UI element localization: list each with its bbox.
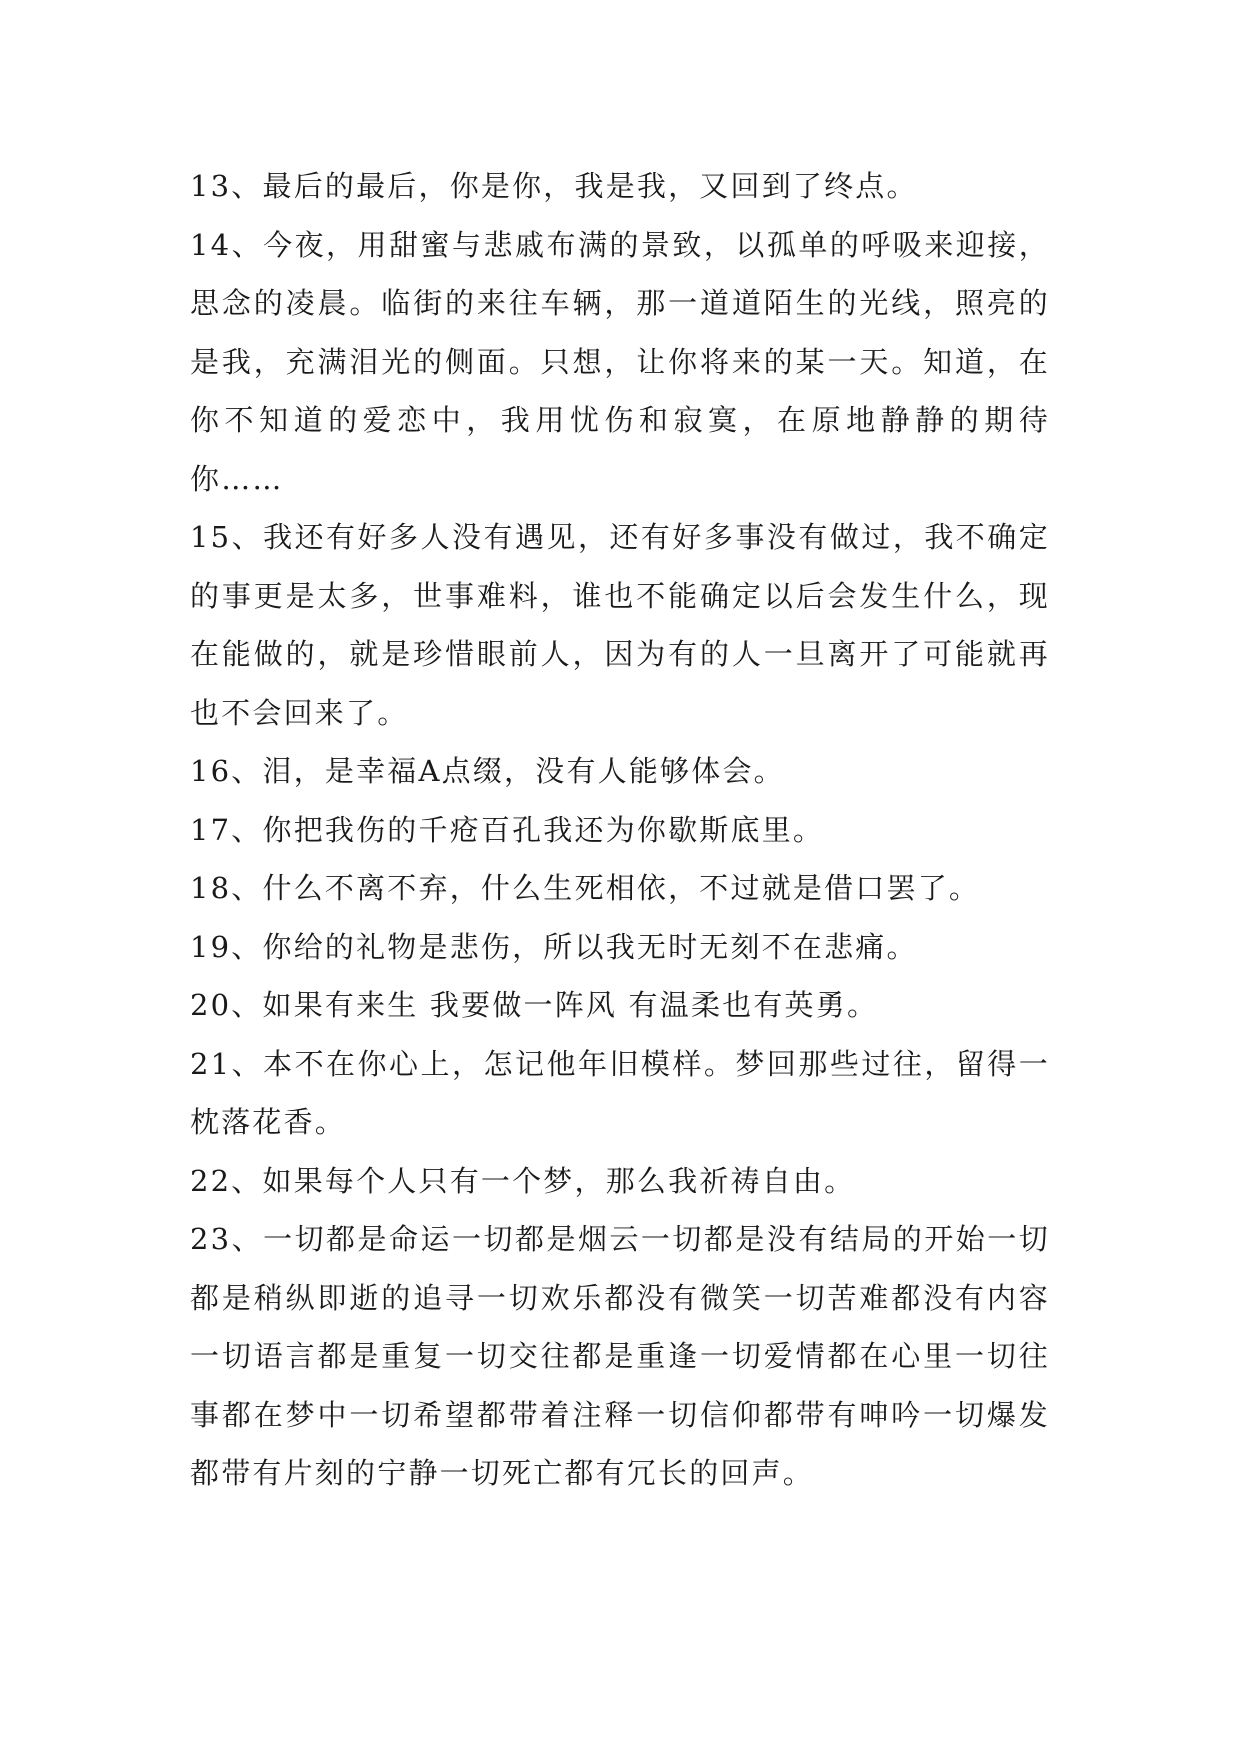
paragraph-23: 23、一切都是命运一切都是烟云一切都是没有结局的开始一切都是稍纵即逝的追寻一切欢乐都没有微笑一切苦难都没有内容一切语言都是重复一切交往都是重逢一切爱情都在心里一切往事都在梦中一切希望都带着注释一切信仰都带有呻吟一切爆发都带有片刻的宁静一切死亡都有冗长的回声。 xyxy=(190,1222,1050,1490)
paragraph-22: 22、如果每个人只有一个梦，那么我祈祷自由。 xyxy=(190,1163,856,1198)
paragraph-17: 17、你把我伤的千疮百孔我还为你歇斯底里。 xyxy=(190,812,825,847)
paragraph-14: 14、今夜，用甜蜜与悲戚布满的景致，以孤单的呼吸来迎接，思念的凌晨。临街的来往车辆，那一道道陌生的光线，照亮的是我，充满泪光的侧面。只想，让你将来的某一天。知道，在你不知道的爱恋中，我用忧伤和寂寞，在原地静静的期待你…… xyxy=(190,227,1050,496)
paragraph-13: 13、最后的最后，你是你，我是我，又回到了终点。 xyxy=(190,169,918,203)
document-body xyxy=(190,157,1050,1503)
paragraph-16: 16、泪，是幸福A点缀，没有人能够体会。 xyxy=(190,754,785,788)
paragraph-21: 21、本不在你心上，怎记他年旧模样。梦回那些过往，留得一枕落花香。 xyxy=(190,1046,1050,1139)
paragraph-15: 15、我还有好多人没有遇见，还有好多事没有做过，我不确定的事更是太多，世事难料，谁也不能确定以后会发生什么，现在能做的，就是珍惜眼前人，因为有的人一旦离开了可能就再也不会回来了。 xyxy=(190,520,1050,730)
paragraph-18: 18、什么不离不弃，什么生死相依，不过就是借口罢了。 xyxy=(190,871,981,905)
paragraph-20: 20、如果有来生 我要做一阵风 有温柔也有英勇。 xyxy=(190,988,879,1022)
paragraph-19: 19、你给的礼物是悲伤，所以我无时无刻不在悲痛。 xyxy=(190,929,918,964)
